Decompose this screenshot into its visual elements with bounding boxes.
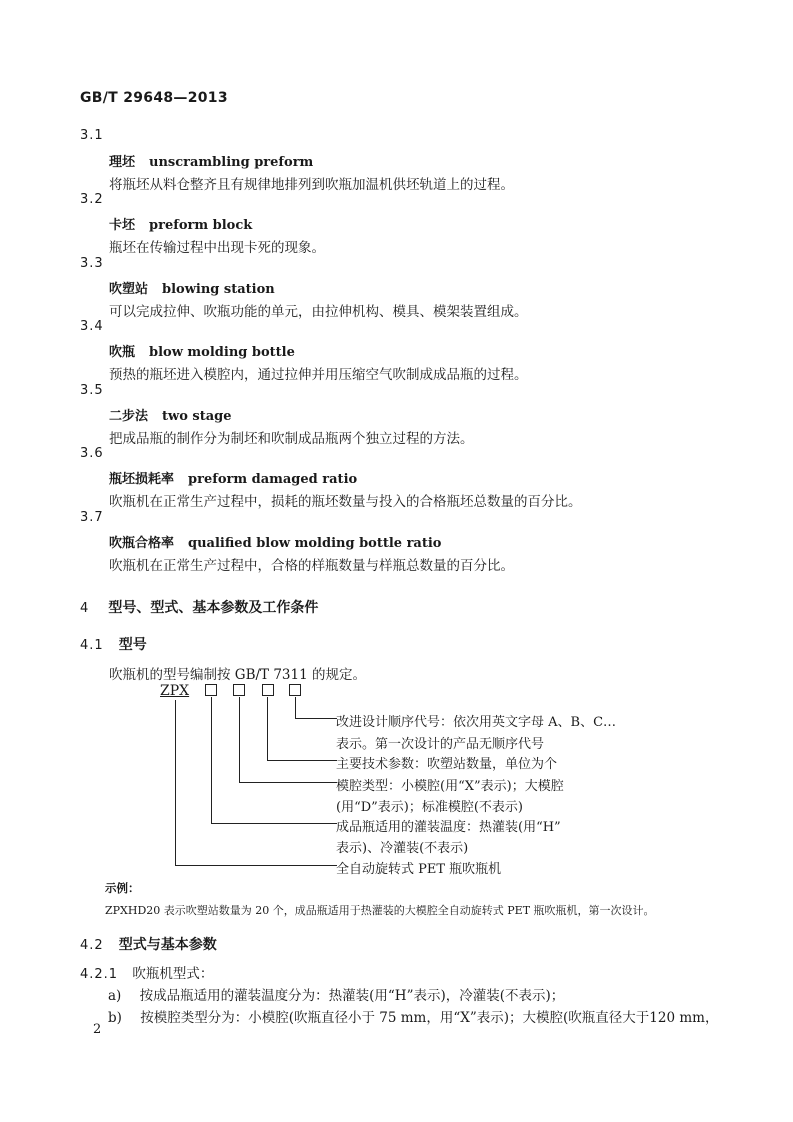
diagram-label: 表示)、冷灌装(不表示) <box>336 841 469 856</box>
diagram-label: 全自动旋转式 PET 瓶吹瓶机 <box>336 862 502 877</box>
leader-line <box>239 782 337 783</box>
subsection-heading <box>80 934 217 954</box>
term-number: 3.1 <box>80 128 104 143</box>
diagram-label: 改进设计顺序代号：依次用英文字母 A、B、C… <box>336 715 617 730</box>
term-heading <box>109 341 295 360</box>
leader-line <box>267 697 268 761</box>
term-number: 3.3 <box>80 256 104 271</box>
diagram-label: (用“D”表示)；标准模腔(不表示) <box>336 800 524 815</box>
term-zh: 理坯 <box>109 155 136 170</box>
code-box-cavity-type <box>233 684 245 696</box>
term-zh: 吹塑站 <box>109 282 149 297</box>
page-number: 2 <box>93 1022 102 1037</box>
list-text: 按成品瓶适用的灌装温度分为：热灌装(用“H”表示)，冷灌装(不表示)； <box>139 988 565 1004</box>
clause-number: 4.2.1 <box>80 967 119 982</box>
subsection-number: 4.1 <box>80 638 104 653</box>
term-definition: 可以完成拉伸、吹瓶功能的单元，由拉伸机构、模具、模架装置组成。 <box>109 304 528 320</box>
diagram-label: 模腔类型：小模腔(用“X”表示)；大模腔 <box>336 779 564 794</box>
section-number: 4 <box>80 601 90 616</box>
term-definition: 吹瓶机在正常生产过程中，损耗的瓶坯数量与投入的合格瓶坯总数量的百分比。 <box>109 494 582 510</box>
term-zh: 吹瓶 <box>109 345 136 360</box>
subsection-title: 型式与基本参数 <box>118 937 217 953</box>
subsection-title: 型号 <box>118 637 147 653</box>
code-box-filling-temp <box>205 684 217 696</box>
term-en: unscrambling preform <box>149 155 314 170</box>
example-text: ZPXHD20 表示吹塑站数量为 20 个，成品瓶适用于热灌装的大模腔全自动旋转式 PET 瓶吹瓶机，第一次设计。 <box>105 904 655 917</box>
term-heading <box>109 214 252 233</box>
model-intro: 吹瓶机的型号编制按 GB/T 7311 的规定。 <box>109 667 366 683</box>
term-zh: 卡坯 <box>109 218 136 233</box>
code-box-station-count <box>262 684 274 696</box>
leader-line <box>175 865 337 866</box>
term-number: 3.6 <box>80 446 104 461</box>
term-heading <box>109 278 275 297</box>
model-prefix: ZPX <box>160 683 190 699</box>
term-zh: 吹瓶合格率 <box>109 536 175 551</box>
term-number: 3.4 <box>80 319 104 334</box>
diagram-label: 主要技术参数：吹塑站数量，单位为个 <box>336 757 558 772</box>
term-definition: 瓶坯在传输过程中出现卡死的现象。 <box>109 240 325 256</box>
section-heading <box>80 597 318 617</box>
term-number: 3.7 <box>80 510 104 525</box>
term-heading <box>109 151 313 170</box>
leader-line <box>239 697 240 783</box>
leader-line <box>267 760 337 761</box>
example-heading: 示例： <box>105 881 140 895</box>
diagram-label: 成品瓶适用的灌装温度：热灌装(用“H” <box>336 820 561 835</box>
clause-heading <box>80 962 213 982</box>
term-heading <box>109 468 357 487</box>
term-en: qualified blow molding bottle ratio <box>188 536 442 551</box>
list-item <box>108 1006 718 1026</box>
list-item <box>108 984 564 1004</box>
term-en: blowing station <box>162 282 275 297</box>
leader-line <box>295 718 337 719</box>
term-en: blow molding bottle <box>149 345 295 360</box>
term-definition: 将瓶坯从料仓整齐且有规律地排列到吹瓶加温机供坯轨道上的过程。 <box>109 177 514 193</box>
term-heading <box>109 532 441 551</box>
term-zh: 二步法 <box>109 409 149 424</box>
standard-number: GB/T 29648—2013 <box>80 90 228 106</box>
term-definition: 预热的瓶坯进入模腔内，通过拉伸并用压缩空气吹制成成品瓶的过程。 <box>109 367 528 383</box>
term-number: 3.5 <box>80 383 104 398</box>
leader-line <box>295 697 296 719</box>
list-marker: a) <box>108 988 122 1004</box>
code-box-revision <box>289 684 301 696</box>
term-en: preform damaged ratio <box>188 472 358 487</box>
list-marker: b) <box>108 1010 122 1026</box>
term-zh: 瓶坯损耗率 <box>109 472 175 487</box>
diagram-label: 表示。第一次设计的产品无顺序代号 <box>336 737 545 752</box>
term-en: preform block <box>149 218 253 233</box>
clause-title: 吹瓶机型式： <box>132 966 214 982</box>
subsection-number: 4.2 <box>80 938 104 953</box>
leader-line <box>175 700 176 866</box>
term-en: two stage <box>162 409 232 424</box>
leader-line <box>211 823 337 824</box>
leader-line <box>211 697 212 824</box>
term-heading <box>109 405 232 424</box>
list-text: 按模腔类型分为：小模腔(吹瓶直径小于 75 mm，用“X”表示)；大模腔(吹瓶直径大于120 mm， <box>140 1010 719 1026</box>
term-definition: 吹瓶机在正常生产过程中，合格的样瓶数量与样瓶总数量的百分比。 <box>109 558 514 574</box>
term-number: 3.2 <box>80 192 104 207</box>
term-definition: 把成品瓶的制作分为制坯和吹制成品瓶两个独立过程的方法。 <box>109 431 474 447</box>
section-title: 型号、型式、基本参数及工作条件 <box>108 600 319 616</box>
subsection-heading <box>80 634 147 654</box>
